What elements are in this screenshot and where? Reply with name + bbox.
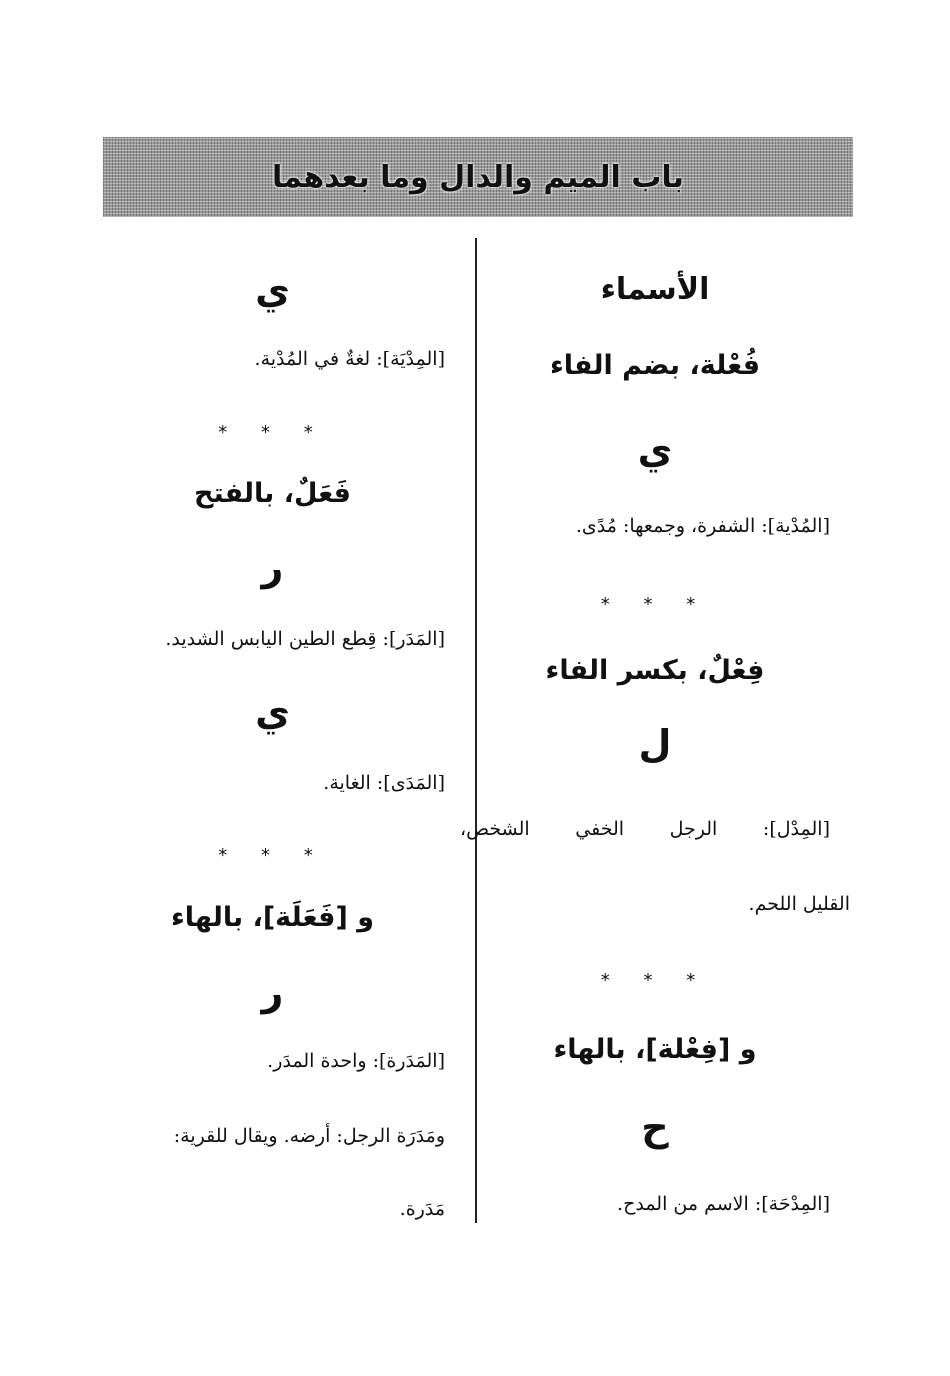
root-letter: ر <box>261 970 284 1014</box>
separator-stars: * * * <box>218 845 327 866</box>
pattern-heading: فَعَلٌ، بالفتح <box>193 478 351 509</box>
dictionary-entry-continued: القليل اللحم. <box>748 893 850 915</box>
pattern-heading: فِعْلٌ، بكسر الفاء <box>545 655 765 686</box>
dictionary-entry: [المُدْية]: الشفرة، وجمعها: مُدًى. <box>575 515 830 537</box>
dictionary-entry: [المِدْحَة]: الاسم من المدح. <box>617 1193 830 1215</box>
separator-stars: * * * <box>600 970 710 991</box>
pattern-heading: و [فَعَلَة]، بالهاء <box>170 902 374 933</box>
chapter-banner <box>103 137 853 217</box>
root-letter: ر <box>261 545 284 589</box>
dictionary-entry: [المِدْل]: الرجل الخفي الشخص، <box>460 818 830 840</box>
root-letter: ل <box>638 722 672 766</box>
separator-stars: * * * <box>218 422 327 443</box>
root-letter: ي <box>255 690 290 734</box>
root-letter: ي <box>637 428 673 472</box>
dictionary-entry: [المَدَرة]: واحدة المدَر. <box>267 1050 445 1072</box>
column-divider <box>475 238 477 1223</box>
section-heading: الأسماء <box>600 272 710 307</box>
root-letter: ح <box>641 1105 669 1149</box>
dictionary-entry: [المِدْيَة]: لغةٌ في المُدْية. <box>254 348 445 370</box>
dictionary-entry: ومَدَرَة الرجل: أرضه. ويقال للقرية: <box>173 1125 445 1147</box>
dictionary-entry-continued: مَدَرة. <box>399 1198 445 1220</box>
dictionary-entry: [المَدَر]: قِطع الطين اليابس الشديد. <box>165 628 445 650</box>
chapter-title: باب الميم والدال وما بعدهما <box>272 159 684 195</box>
pattern-heading: و [فِعْلة]، بالهاء <box>553 1034 757 1065</box>
separator-stars: * * * <box>600 594 710 615</box>
root-letter: ي <box>255 268 290 312</box>
pattern-heading: فُعْلة، بضم الفاء <box>549 350 761 381</box>
dictionary-entry: [المَدَى]: الغاية. <box>323 772 445 794</box>
